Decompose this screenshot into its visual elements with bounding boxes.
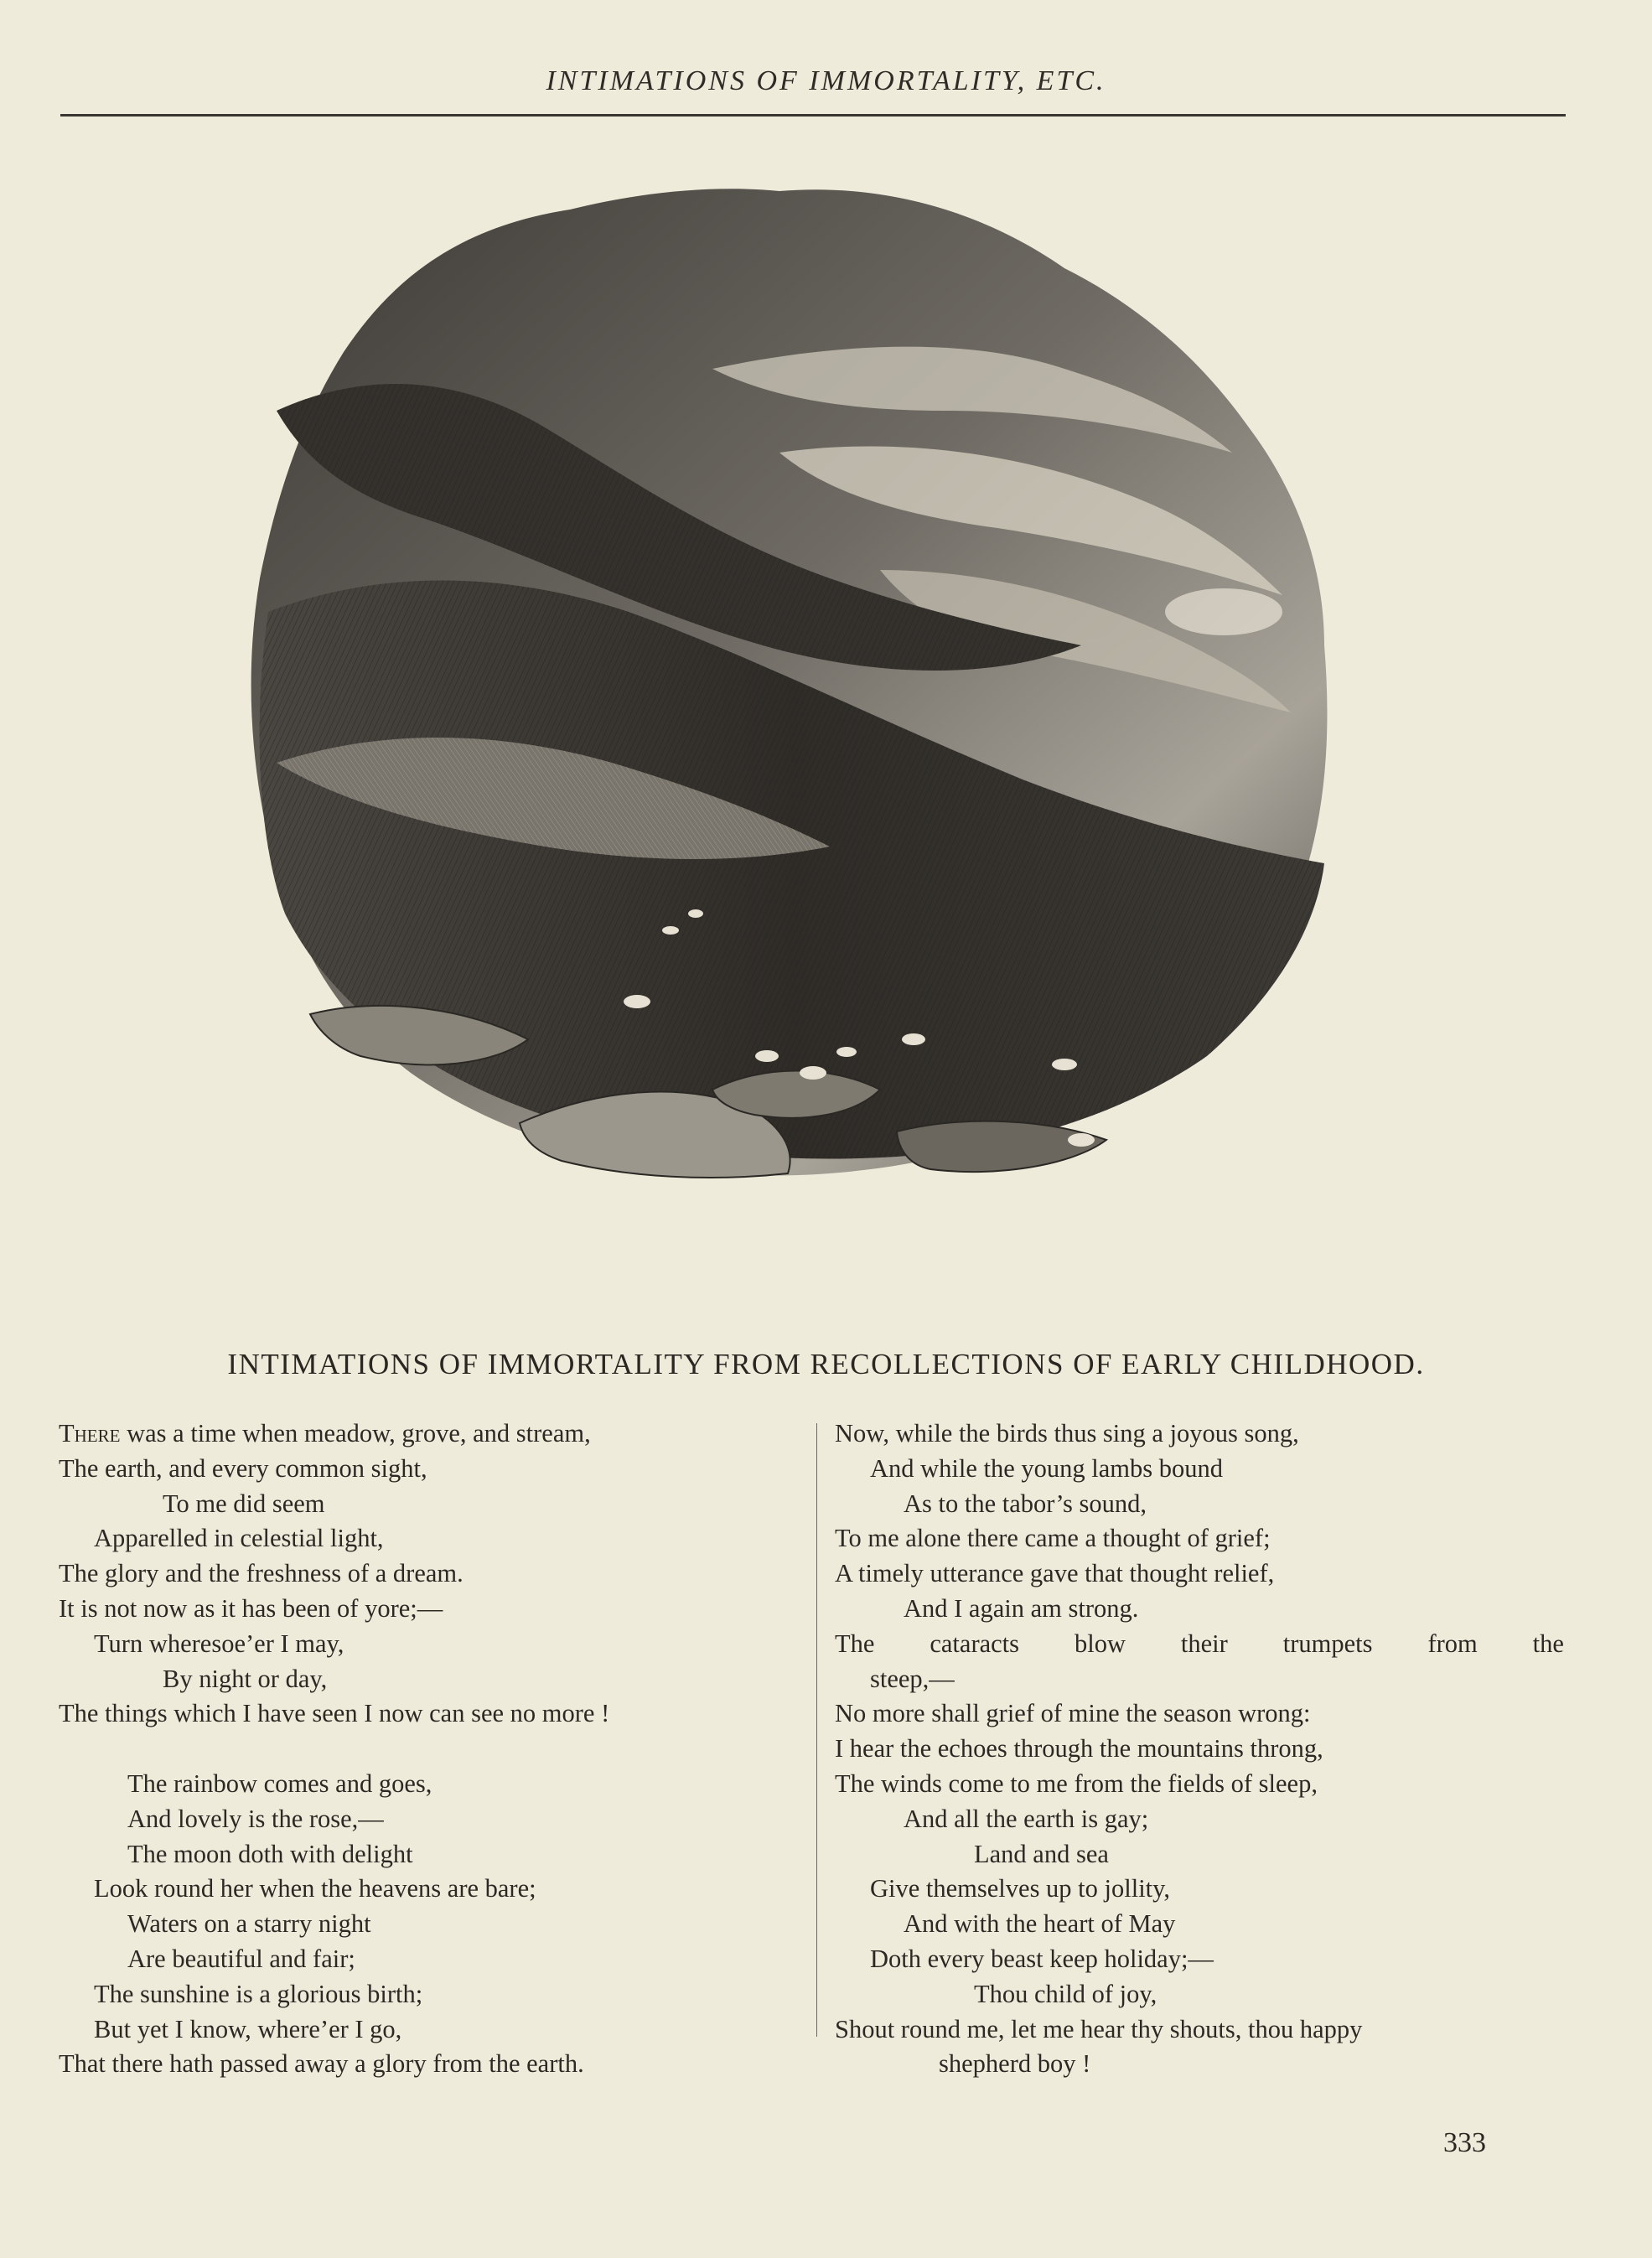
word: cataracts (930, 1629, 1020, 1658)
poem-line: steep,— (870, 1664, 955, 1693)
poem-line: And with the heart of May (904, 1909, 1176, 1939)
poem-line: That there hath passed away a glory from the earth. (59, 2049, 584, 2079)
poem-right-column (835, 1416, 1564, 2082)
stanza-gap (59, 1732, 796, 1767)
word: The (835, 1629, 875, 1658)
word: trumpets (1282, 1629, 1373, 1658)
poem-line: Now, while the birds thus sing a joyous song, (835, 1419, 1299, 1448)
poem-line: A timely utterance gave that thought relief, (835, 1559, 1275, 1588)
poem-line: Waters on a starry night (127, 1909, 371, 1939)
poem-left-column (59, 1416, 796, 2082)
poem-line: And all the earth is gay; (904, 1804, 1149, 1833)
word: their (1180, 1629, 1228, 1658)
poem-line: shepherd boy ! (939, 2049, 1091, 2079)
poem-line: Turn wheresoe’er I may, (94, 1629, 344, 1658)
poem-line: And I again am strong. (904, 1593, 1139, 1623)
poem-line: Apparelled in celestial light, (94, 1524, 384, 1553)
poem-title: INTIMATIONS OF IMMORTALITY FROM RECOLLECTIONS OF EARLY CHILDHOOD. (227, 1348, 1425, 1380)
poem-line (59, 1416, 796, 1452)
poem-line: I hear the echoes through the mountains throng, (835, 1734, 1323, 1763)
poem-line: But yet I know, where’er I go, (94, 2014, 402, 2043)
poem-line: The things which I have seen I now can see no more ! (59, 1699, 610, 1728)
poem-line: And while the young lambs bound (870, 1453, 1224, 1483)
poem-line: To me did seem (163, 1489, 325, 1518)
poem-line-text: was a time when meadow, grove, and stream, (127, 1419, 591, 1448)
poem-line: The earth, and every common sight, (59, 1453, 427, 1483)
poem-line: It is not now as it has been of yore;— (59, 1593, 443, 1623)
poem-line: The moon doth with delight (127, 1839, 413, 1868)
engraving-illustration (243, 176, 1400, 1324)
poem-line: By night or day, (163, 1664, 328, 1693)
poem-line: No more shall grief of mine the season wrong: (835, 1699, 1311, 1728)
poem-line: Land and sea (974, 1839, 1109, 1868)
page-number: 333 (1443, 2127, 1486, 2158)
column-divider (816, 1423, 817, 2037)
running-head: INTIMATIONS OF IMMORTALITY, ETC. (546, 65, 1106, 96)
poem-line: As to the tabor’s sound, (904, 1489, 1147, 1518)
poem-line: The glory and the freshness of a dream. (59, 1559, 463, 1588)
poem-line: The rainbow comes and goes, (127, 1769, 432, 1798)
word: the (1532, 1629, 1564, 1658)
poem-line: Look round her when the heavens are bare; (94, 1874, 536, 1903)
dropcap-first-word: There (59, 1419, 121, 1448)
poem-line: Shout round me, let me hear thy shouts, thou happy (835, 2014, 1363, 2043)
word: from (1427, 1629, 1478, 1658)
poem-line: Are beautiful and fair; (127, 1944, 355, 1973)
poem-line-justified (835, 1627, 1564, 1662)
word: blow (1074, 1629, 1126, 1658)
poem-line: Thou child of joy, (974, 1979, 1157, 2008)
poem-line: The winds come to me from the fields of sleep, (835, 1769, 1318, 1798)
poem-line: To me alone there came a thought of grief; (835, 1524, 1271, 1553)
poem-line: And lovely is the rose,— (127, 1804, 384, 1833)
poem-line: The sunshine is a glorious birth; (94, 1979, 423, 2008)
header-rule (60, 114, 1566, 117)
poem-line: Give themselves up to jollity, (870, 1874, 1171, 1903)
poem-line: Doth every beast keep holiday;— (870, 1944, 1214, 1973)
